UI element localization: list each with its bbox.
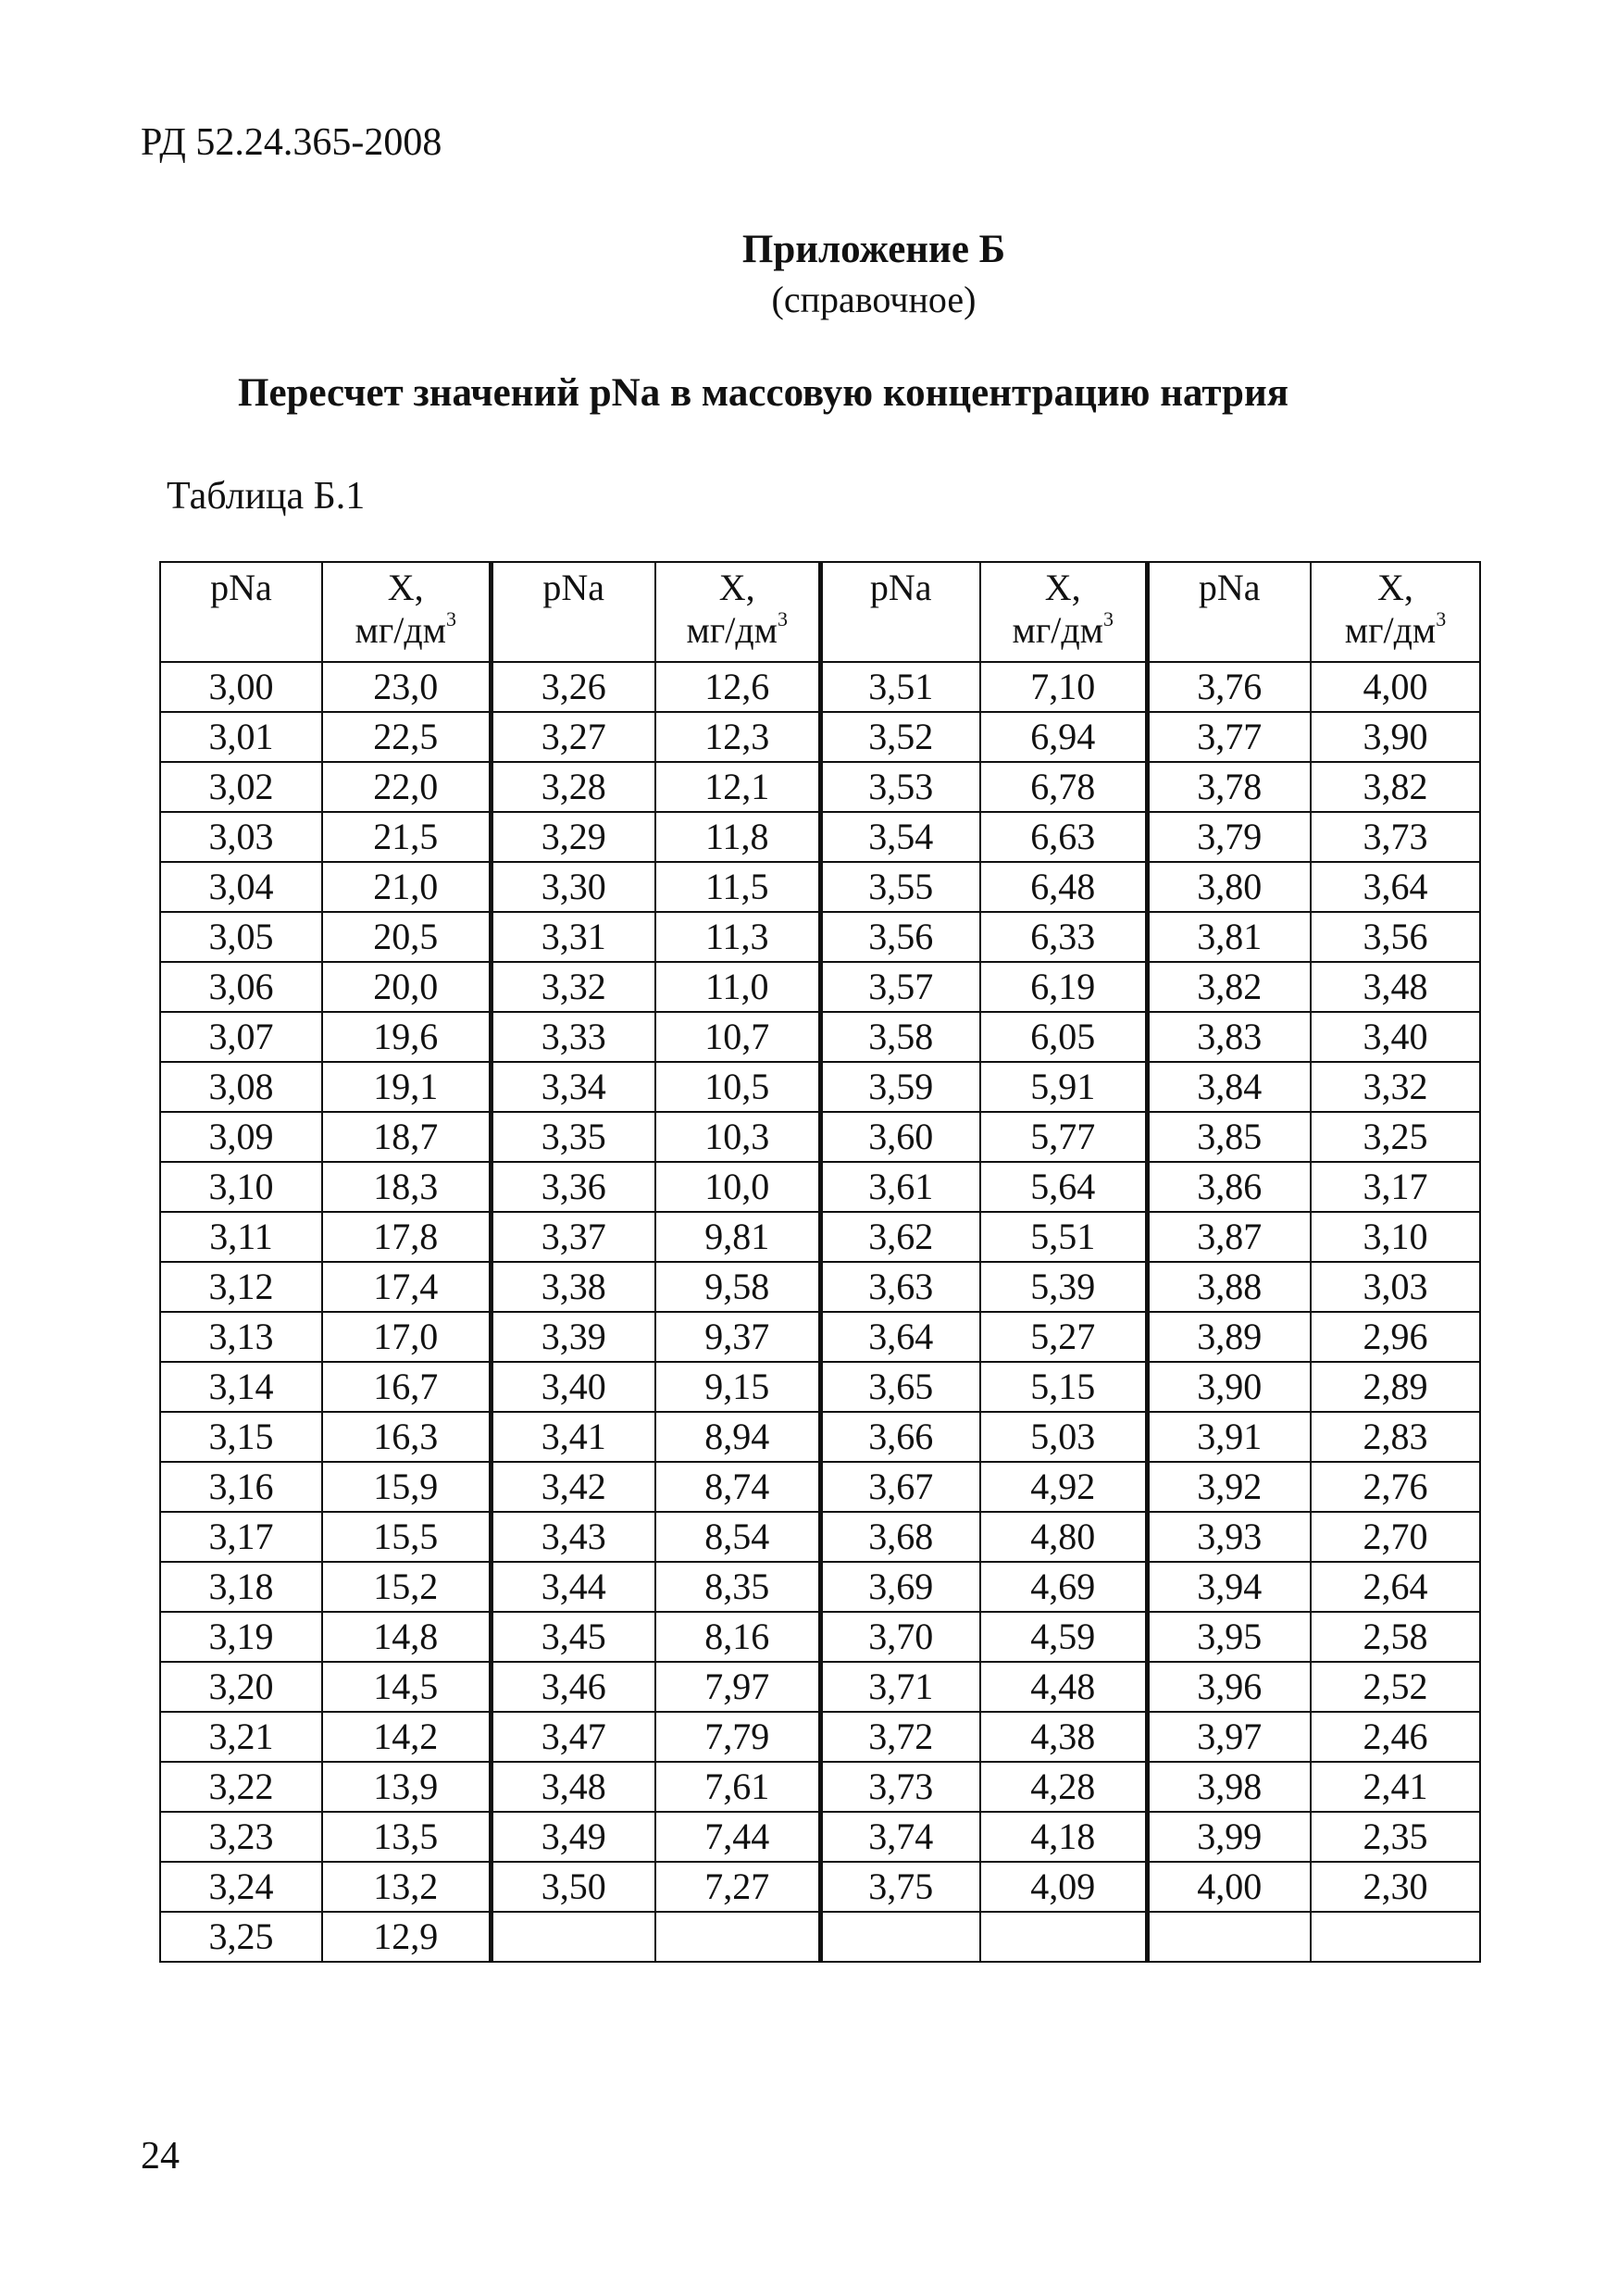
cell-concentration: 2,58 bbox=[1311, 1612, 1480, 1662]
appendix-title: Приложение Б bbox=[741, 228, 1006, 271]
cell-pna: 3,93 bbox=[1147, 1512, 1311, 1562]
cell-concentration: 4,59 bbox=[980, 1612, 1147, 1662]
cell-pna: 3,48 bbox=[491, 1762, 655, 1812]
cell-pna: 3,07 bbox=[160, 1012, 322, 1062]
cell-concentration: 3,56 bbox=[1311, 912, 1480, 962]
cell-concentration: 4,00 bbox=[1311, 662, 1480, 712]
cell-pna: 3,87 bbox=[1147, 1212, 1311, 1262]
cell-concentration: 6,63 bbox=[980, 812, 1147, 862]
cell-pna: 3,55 bbox=[820, 862, 980, 912]
cell-pna: 3,26 bbox=[491, 662, 655, 712]
cell-pna: 3,38 bbox=[491, 1262, 655, 1312]
cell-pna: 3,39 bbox=[491, 1312, 655, 1362]
cell-pna: 3,52 bbox=[820, 712, 980, 762]
cell-concentration: 14,8 bbox=[322, 1612, 491, 1662]
table-caption: Таблица Б.1 bbox=[167, 475, 366, 518]
cell-pna: 3,01 bbox=[160, 712, 322, 762]
table-row bbox=[160, 1362, 1480, 1412]
table-row bbox=[160, 912, 1480, 962]
cell-concentration bbox=[1311, 1912, 1480, 1962]
cell-pna: 3,63 bbox=[820, 1262, 980, 1312]
cell-pna: 3,79 bbox=[1147, 812, 1311, 862]
cell-concentration: 19,6 bbox=[322, 1012, 491, 1062]
column-header-pna: pNa bbox=[491, 562, 655, 662]
cell-pna: 3,53 bbox=[820, 762, 980, 812]
cell-concentration: 8,54 bbox=[655, 1512, 820, 1562]
cell-concentration: 23,0 bbox=[322, 662, 491, 712]
cell-pna: 3,67 bbox=[820, 1462, 980, 1512]
cell-concentration: 8,74 bbox=[655, 1462, 820, 1512]
table-row bbox=[160, 1462, 1480, 1512]
cell-concentration bbox=[980, 1912, 1147, 1962]
column-header-pna: pNa bbox=[1147, 562, 1311, 662]
cell-pna: 3,10 bbox=[160, 1162, 322, 1212]
cell-concentration: 21,0 bbox=[322, 862, 491, 912]
cell-concentration: 6,05 bbox=[980, 1012, 1147, 1062]
appendix-subtitle: (справочное) bbox=[771, 279, 977, 320]
cell-concentration: 5,03 bbox=[980, 1412, 1147, 1462]
cell-concentration: 5,39 bbox=[980, 1262, 1147, 1312]
cell-pna: 3,84 bbox=[1147, 1062, 1311, 1112]
table-row bbox=[160, 1612, 1480, 1662]
cell-concentration: 18,7 bbox=[322, 1112, 491, 1162]
cell-concentration: 3,10 bbox=[1311, 1212, 1480, 1262]
table-row bbox=[160, 1212, 1480, 1262]
cell-concentration: 13,5 bbox=[322, 1812, 491, 1862]
table-row bbox=[160, 1412, 1480, 1462]
cell-pna: 3,49 bbox=[491, 1812, 655, 1862]
cell-concentration: 4,92 bbox=[980, 1462, 1147, 1512]
cell-concentration: 12,6 bbox=[655, 662, 820, 712]
cell-pna: 3,77 bbox=[1147, 712, 1311, 762]
cell-concentration: 7,44 bbox=[655, 1812, 820, 1862]
cell-pna: 3,04 bbox=[160, 862, 322, 912]
cell-concentration: 3,03 bbox=[1311, 1262, 1480, 1312]
cell-concentration: 7,97 bbox=[655, 1662, 820, 1712]
cell-concentration: 13,9 bbox=[322, 1762, 491, 1812]
cell-concentration: 13,2 bbox=[322, 1862, 491, 1912]
cell-pna: 3,82 bbox=[1147, 962, 1311, 1012]
cell-pna: 3,96 bbox=[1147, 1662, 1311, 1712]
cell-concentration: 10,5 bbox=[655, 1062, 820, 1112]
cell-concentration: 5,91 bbox=[980, 1062, 1147, 1112]
cell-pna: 3,34 bbox=[491, 1062, 655, 1112]
cell-pna: 3,98 bbox=[1147, 1762, 1311, 1812]
cell-pna: 3,23 bbox=[160, 1812, 322, 1862]
cell-pna: 3,19 bbox=[160, 1612, 322, 1662]
cell-concentration: 4,69 bbox=[980, 1562, 1147, 1612]
cell-pna: 3,92 bbox=[1147, 1462, 1311, 1512]
cell-pna: 4,00 bbox=[1147, 1862, 1311, 1912]
cell-pna: 3,22 bbox=[160, 1762, 322, 1812]
table-row bbox=[160, 762, 1480, 812]
cell-pna: 3,54 bbox=[820, 812, 980, 862]
cell-pna: 3,46 bbox=[491, 1662, 655, 1712]
cell-pna: 3,65 bbox=[820, 1362, 980, 1412]
cell-concentration: 20,0 bbox=[322, 962, 491, 1012]
cell-pna: 3,43 bbox=[491, 1512, 655, 1562]
cell-pna: 3,13 bbox=[160, 1312, 322, 1362]
cell-concentration: 8,16 bbox=[655, 1612, 820, 1662]
cell-concentration: 2,52 bbox=[1311, 1662, 1480, 1712]
cell-pna bbox=[820, 1912, 980, 1962]
cell-pna bbox=[491, 1912, 655, 1962]
cell-pna: 3,68 bbox=[820, 1512, 980, 1562]
cell-concentration: 5,15 bbox=[980, 1362, 1147, 1412]
cell-pna: 3,81 bbox=[1147, 912, 1311, 962]
cell-concentration: 2,96 bbox=[1311, 1312, 1480, 1362]
cell-concentration: 10,3 bbox=[655, 1112, 820, 1162]
cell-concentration: 11,3 bbox=[655, 912, 820, 962]
table-row bbox=[160, 662, 1480, 712]
cell-pna: 3,44 bbox=[491, 1562, 655, 1612]
cell-concentration: 3,32 bbox=[1311, 1062, 1480, 1112]
table-row bbox=[160, 1862, 1480, 1912]
cell-pna: 3,30 bbox=[491, 862, 655, 912]
cell-pna: 3,11 bbox=[160, 1212, 322, 1262]
cell-pna: 3,90 bbox=[1147, 1362, 1311, 1412]
table-row bbox=[160, 1112, 1480, 1162]
cell-concentration: 9,58 bbox=[655, 1262, 820, 1312]
cell-pna: 3,50 bbox=[491, 1862, 655, 1912]
cell-pna: 3,18 bbox=[160, 1562, 322, 1612]
cell-pna: 3,25 bbox=[160, 1912, 322, 1962]
cell-pna bbox=[1147, 1912, 1311, 1962]
cell-concentration: 2,83 bbox=[1311, 1412, 1480, 1462]
table-row bbox=[160, 1662, 1480, 1712]
table-body bbox=[160, 662, 1480, 1962]
column-header-concentration: Х, $мг/дм^3$ bbox=[980, 562, 1147, 662]
cell-concentration: 3,90 bbox=[1311, 712, 1480, 762]
column-header-concentration: Х, $мг/дм^3$ bbox=[655, 562, 820, 662]
cell-concentration: 7,10 bbox=[980, 662, 1147, 712]
cell-concentration: 2,76 bbox=[1311, 1462, 1480, 1512]
cell-pna: 3,21 bbox=[160, 1712, 322, 1762]
table-row bbox=[160, 1162, 1480, 1212]
cell-concentration: 9,37 bbox=[655, 1312, 820, 1362]
table-row bbox=[160, 1512, 1480, 1562]
cell-concentration: 16,7 bbox=[322, 1362, 491, 1412]
cell-concentration: 12,3 bbox=[655, 712, 820, 762]
cell-pna: 3,09 bbox=[160, 1112, 322, 1162]
cell-pna: 3,73 bbox=[820, 1762, 980, 1812]
cell-pna: 3,29 bbox=[491, 812, 655, 862]
cell-concentration: 20,5 bbox=[322, 912, 491, 962]
cell-concentration: 4,48 bbox=[980, 1662, 1147, 1712]
table-row bbox=[160, 962, 1480, 1012]
cell-concentration: 6,19 bbox=[980, 962, 1147, 1012]
cell-pna: 3,86 bbox=[1147, 1162, 1311, 1212]
cell-pna: 3,03 bbox=[160, 812, 322, 862]
cell-concentration: 2,70 bbox=[1311, 1512, 1480, 1562]
cell-pna: 3,32 bbox=[491, 962, 655, 1012]
cell-concentration: 11,8 bbox=[655, 812, 820, 862]
cell-pna: 3,41 bbox=[491, 1412, 655, 1462]
cell-concentration: 12,9 bbox=[322, 1912, 491, 1962]
table-row bbox=[160, 862, 1480, 912]
cell-concentration: 5,64 bbox=[980, 1162, 1147, 1212]
cell-pna: 3,06 bbox=[160, 962, 322, 1012]
cell-pna: 3,20 bbox=[160, 1662, 322, 1712]
cell-pna: 3,58 bbox=[820, 1012, 980, 1062]
cell-concentration: 16,3 bbox=[322, 1412, 491, 1462]
cell-concentration: 17,0 bbox=[322, 1312, 491, 1362]
cell-pna: 3,08 bbox=[160, 1062, 322, 1112]
cell-pna: 3,24 bbox=[160, 1862, 322, 1912]
cell-pna: 3,62 bbox=[820, 1212, 980, 1262]
cell-concentration: 4,09 bbox=[980, 1862, 1147, 1912]
cell-pna: 3,95 bbox=[1147, 1612, 1311, 1662]
cell-concentration: 19,1 bbox=[322, 1062, 491, 1112]
cell-concentration: 2,64 bbox=[1311, 1562, 1480, 1612]
column-header-concentration: Х, $мг/дм^3$ bbox=[322, 562, 491, 662]
cell-pna: 3,33 bbox=[491, 1012, 655, 1062]
cell-concentration: 5,77 bbox=[980, 1112, 1147, 1162]
cell-concentration: 6,78 bbox=[980, 762, 1147, 812]
cell-concentration: 15,9 bbox=[322, 1462, 491, 1512]
cell-pna: 3,16 bbox=[160, 1462, 322, 1512]
cell-pna: 3,85 bbox=[1147, 1112, 1311, 1162]
column-header-pna: pNa bbox=[160, 562, 322, 662]
cell-concentration: 3,25 bbox=[1311, 1112, 1480, 1162]
cell-concentration: 22,5 bbox=[322, 712, 491, 762]
cell-pna: 3,97 bbox=[1147, 1712, 1311, 1762]
cell-pna: 3,59 bbox=[820, 1062, 980, 1112]
cell-concentration: 8,94 bbox=[655, 1412, 820, 1462]
table-row bbox=[160, 1062, 1480, 1112]
cell-pna: 3,71 bbox=[820, 1662, 980, 1712]
pna-conversion-table bbox=[159, 561, 1481, 1963]
cell-pna: 3,83 bbox=[1147, 1012, 1311, 1062]
cell-concentration: 6,33 bbox=[980, 912, 1147, 962]
cell-pna: 3,31 bbox=[491, 912, 655, 962]
table-row bbox=[160, 1262, 1480, 1312]
cell-pna: 3,89 bbox=[1147, 1312, 1311, 1362]
cell-concentration: 4,28 bbox=[980, 1762, 1147, 1812]
cell-pna: 3,51 bbox=[820, 662, 980, 712]
cell-pna: 3,35 bbox=[491, 1112, 655, 1162]
table-row bbox=[160, 1562, 1480, 1612]
cell-pna: 3,05 bbox=[160, 912, 322, 962]
cell-pna: 3,80 bbox=[1147, 862, 1311, 912]
cell-pna: 3,66 bbox=[820, 1412, 980, 1462]
cell-pna: 3,14 bbox=[160, 1362, 322, 1412]
table-header-row bbox=[160, 562, 1480, 662]
cell-pna: 3,36 bbox=[491, 1162, 655, 1212]
cell-pna: 3,40 bbox=[491, 1362, 655, 1412]
cell-concentration: 15,2 bbox=[322, 1562, 491, 1612]
cell-pna: 3,64 bbox=[820, 1312, 980, 1362]
cell-concentration: 7,79 bbox=[655, 1712, 820, 1762]
cell-concentration: 21,5 bbox=[322, 812, 491, 862]
cell-concentration: 8,35 bbox=[655, 1562, 820, 1612]
cell-concentration: 4,80 bbox=[980, 1512, 1147, 1562]
cell-pna: 3,75 bbox=[820, 1862, 980, 1912]
cell-concentration: 4,38 bbox=[980, 1712, 1147, 1762]
cell-pna: 3,15 bbox=[160, 1412, 322, 1462]
cell-concentration: 6,94 bbox=[980, 712, 1147, 762]
cell-pna: 3,02 bbox=[160, 762, 322, 812]
cell-pna: 3,94 bbox=[1147, 1562, 1311, 1612]
table-row bbox=[160, 1012, 1480, 1062]
cell-concentration: 3,40 bbox=[1311, 1012, 1480, 1062]
cell-concentration: 15,5 bbox=[322, 1512, 491, 1562]
cell-concentration: 5,51 bbox=[980, 1212, 1147, 1262]
cell-concentration: 9,15 bbox=[655, 1362, 820, 1412]
table-row bbox=[160, 812, 1480, 862]
cell-pna: 3,76 bbox=[1147, 662, 1311, 712]
cell-concentration: 9,81 bbox=[655, 1212, 820, 1262]
cell-concentration: 2,35 bbox=[1311, 1812, 1480, 1862]
cell-concentration: 18,3 bbox=[322, 1162, 491, 1212]
table-row bbox=[160, 712, 1480, 762]
cell-pna: 3,37 bbox=[491, 1212, 655, 1262]
cell-concentration: 6,48 bbox=[980, 862, 1147, 912]
cell-concentration: 14,2 bbox=[322, 1712, 491, 1762]
cell-pna: 3,27 bbox=[491, 712, 655, 762]
cell-pna: 3,57 bbox=[820, 962, 980, 1012]
cell-concentration: 17,4 bbox=[322, 1262, 491, 1312]
cell-pna: 3,61 bbox=[820, 1162, 980, 1212]
cell-concentration: 5,27 bbox=[980, 1312, 1147, 1362]
cell-concentration bbox=[655, 1912, 820, 1962]
cell-pna: 3,72 bbox=[820, 1712, 980, 1762]
cell-pna: 3,70 bbox=[820, 1612, 980, 1662]
cell-concentration: 2,41 bbox=[1311, 1762, 1480, 1812]
cell-pna: 3,42 bbox=[491, 1462, 655, 1512]
table-row bbox=[160, 1812, 1480, 1862]
cell-pna: 3,69 bbox=[820, 1562, 980, 1612]
cell-concentration: 3,64 bbox=[1311, 862, 1480, 912]
cell-pna: 3,78 bbox=[1147, 762, 1311, 812]
cell-concentration: 10,0 bbox=[655, 1162, 820, 1212]
cell-concentration: 2,89 bbox=[1311, 1362, 1480, 1412]
cell-concentration: 3,17 bbox=[1311, 1162, 1480, 1212]
cell-concentration: 3,48 bbox=[1311, 962, 1480, 1012]
cell-pna: 3,91 bbox=[1147, 1412, 1311, 1462]
table-row bbox=[160, 1312, 1480, 1362]
table-row bbox=[160, 1712, 1480, 1762]
cell-concentration: 11,0 bbox=[655, 962, 820, 1012]
cell-concentration: 3,82 bbox=[1311, 762, 1480, 812]
cell-concentration: 3,73 bbox=[1311, 812, 1480, 862]
cell-pna: 3,56 bbox=[820, 912, 980, 962]
cell-pna: 3,60 bbox=[820, 1112, 980, 1162]
cell-concentration: 2,30 bbox=[1311, 1862, 1480, 1912]
cell-pna: 3,45 bbox=[491, 1612, 655, 1662]
document-code: РД 52.24.365-2008 bbox=[141, 121, 442, 164]
cell-pna: 3,12 bbox=[160, 1262, 322, 1312]
cell-pna: 3,47 bbox=[491, 1712, 655, 1762]
cell-pna: 3,99 bbox=[1147, 1812, 1311, 1862]
cell-concentration: 11,5 bbox=[655, 862, 820, 912]
cell-pna: 3,74 bbox=[820, 1812, 980, 1862]
cell-concentration: 12,1 bbox=[655, 762, 820, 812]
column-header-concentration: Х, $мг/дм^3$ bbox=[1311, 562, 1480, 662]
cell-concentration: 2,46 bbox=[1311, 1712, 1480, 1762]
cell-concentration: 4,18 bbox=[980, 1812, 1147, 1862]
table-row bbox=[160, 1912, 1480, 1962]
cell-concentration: 10,7 bbox=[655, 1012, 820, 1062]
cell-pna: 3,88 bbox=[1147, 1262, 1311, 1312]
table-row bbox=[160, 1762, 1480, 1812]
cell-concentration: 17,8 bbox=[322, 1212, 491, 1262]
page-number: 24 bbox=[141, 2135, 180, 2177]
cell-pna: 3,28 bbox=[491, 762, 655, 812]
column-header-pna: pNa bbox=[820, 562, 980, 662]
cell-concentration: 7,61 bbox=[655, 1762, 820, 1812]
section-heading: Пересчет значений pNa в массовую концентрацию натрия bbox=[238, 371, 1288, 415]
cell-concentration: 14,5 bbox=[322, 1662, 491, 1712]
cell-pna: 3,00 bbox=[160, 662, 322, 712]
cell-concentration: 22,0 bbox=[322, 762, 491, 812]
cell-concentration: 7,27 bbox=[655, 1862, 820, 1912]
cell-pna: 3,17 bbox=[160, 1512, 322, 1562]
